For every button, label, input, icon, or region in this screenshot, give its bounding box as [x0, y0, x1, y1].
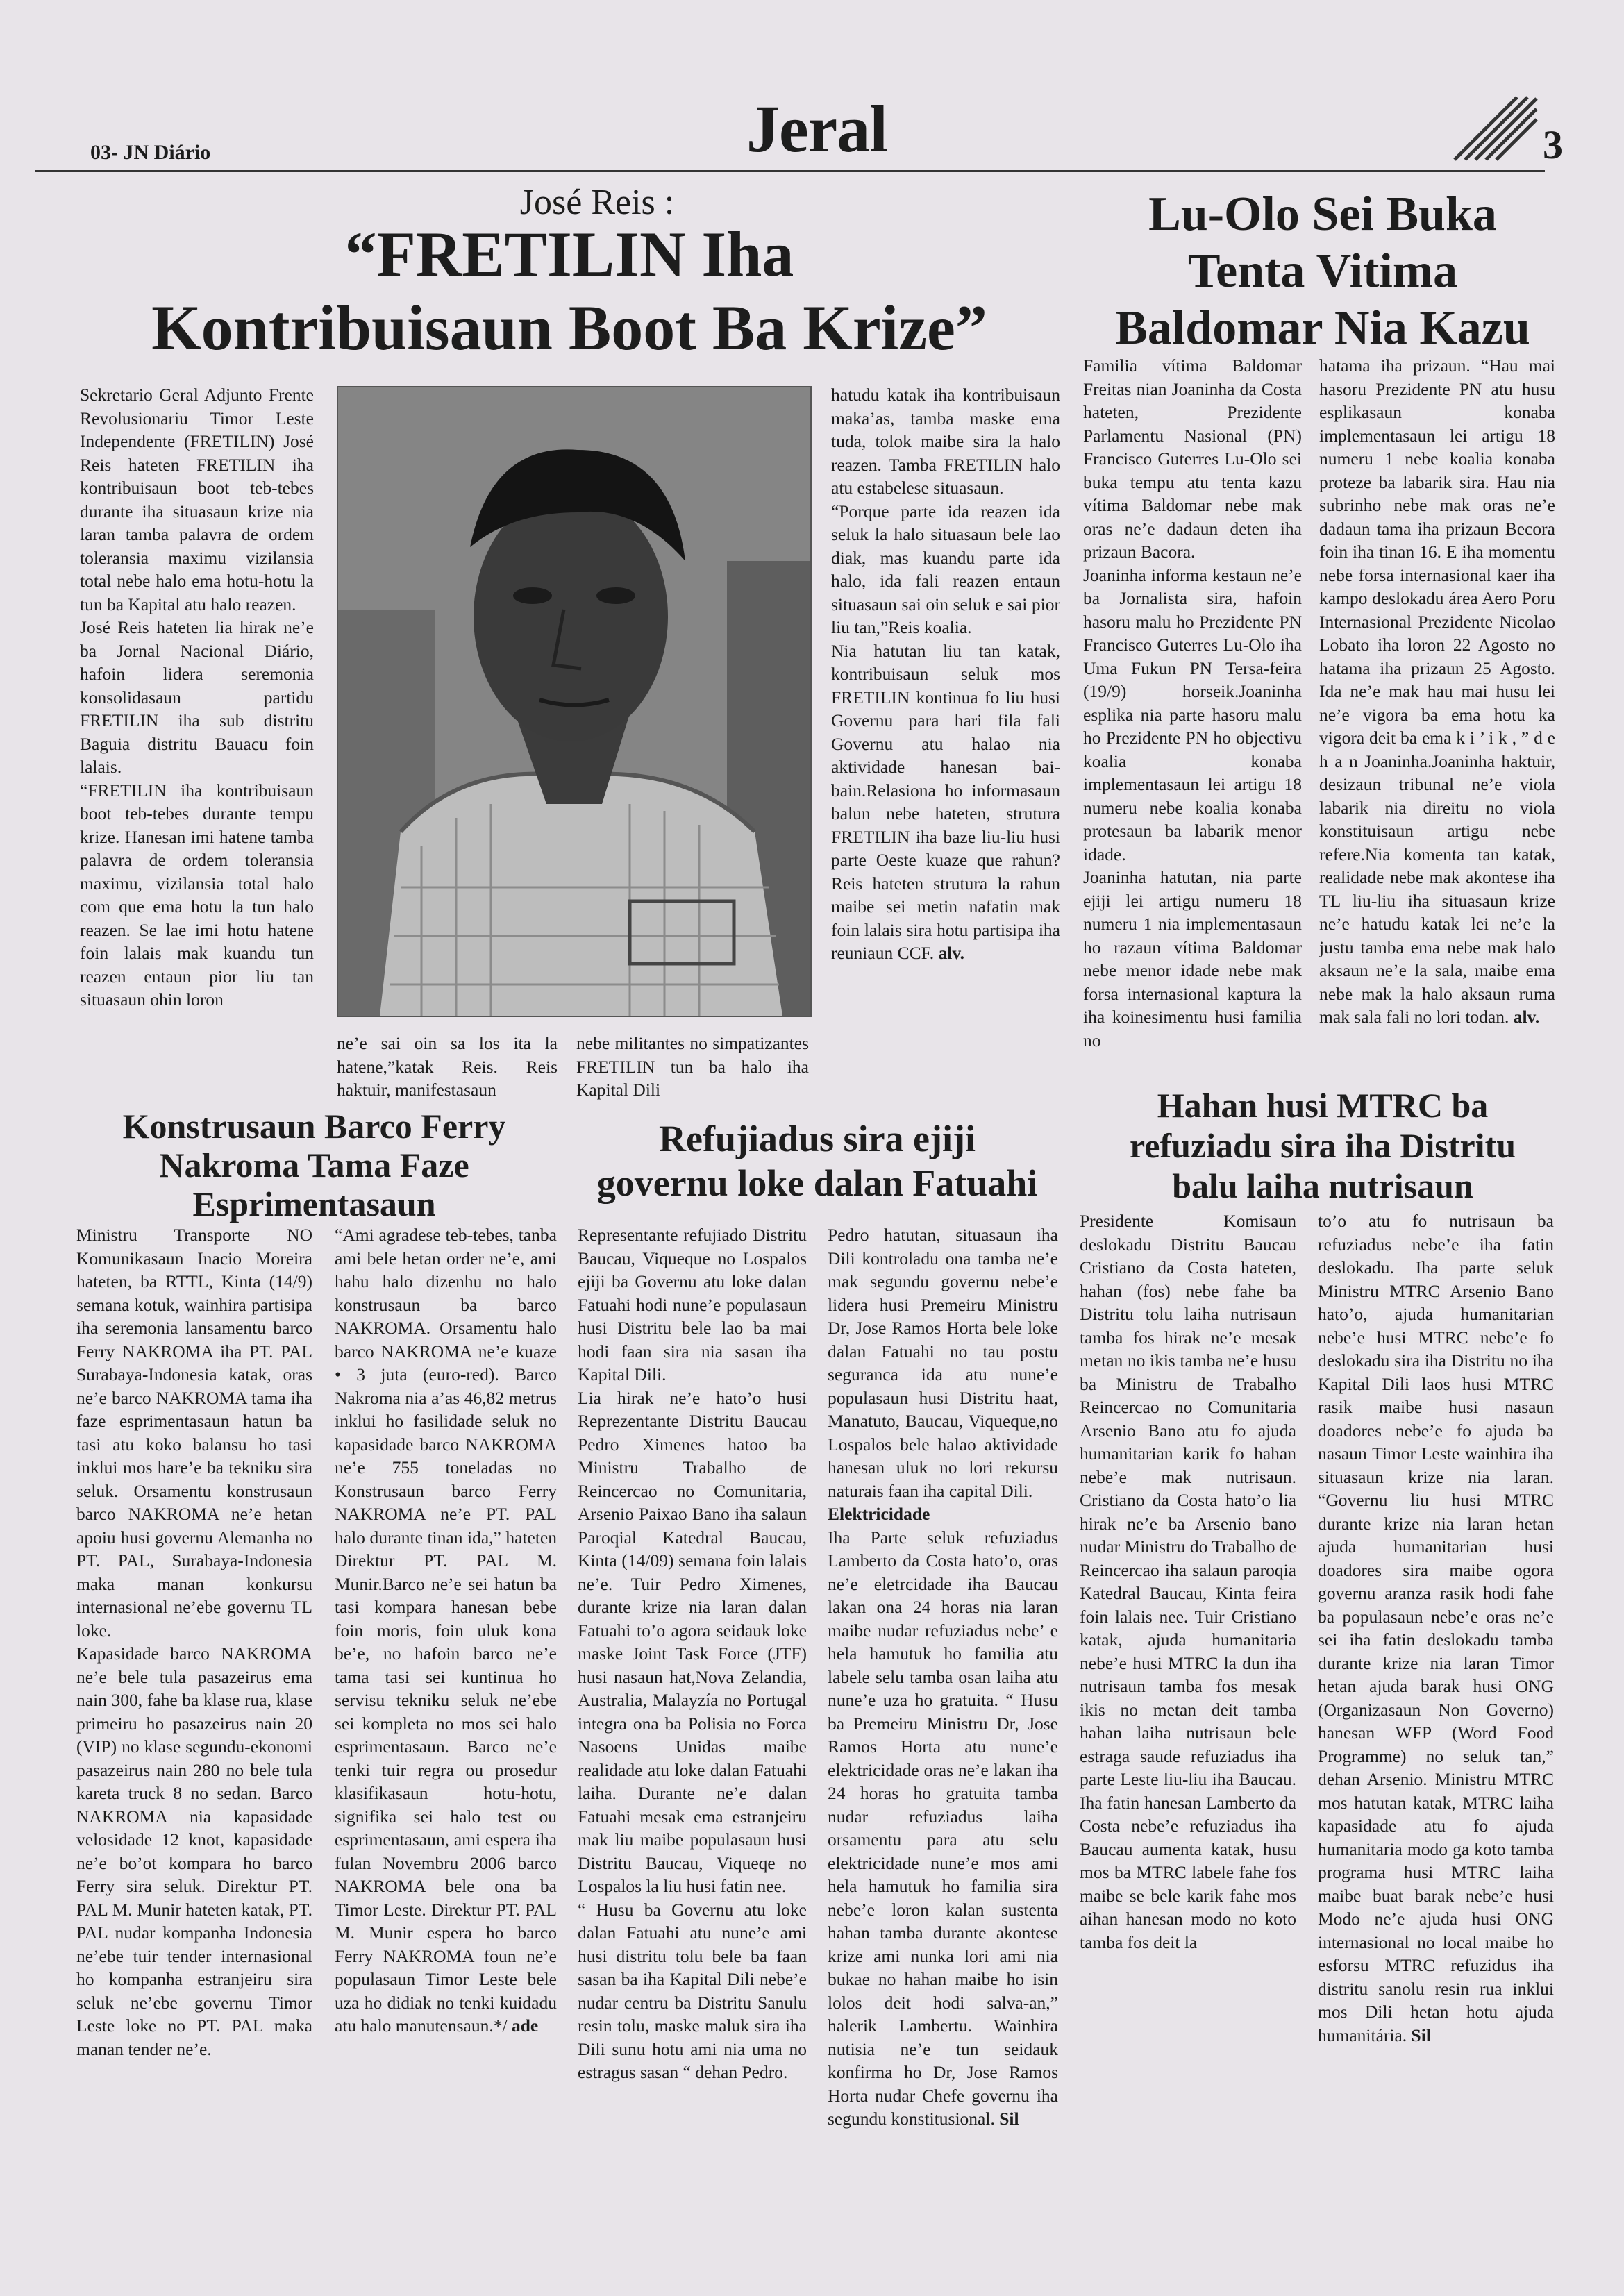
- article1-headline-line2: Kontribuisaun Boot Ba Krize”: [151, 292, 987, 363]
- article1-col4: [831, 383, 1060, 1109]
- article3-paragraph: Kapasidade barco NAKROMA ne’e bele tula pasazeirus ema nain 300, fahe ba klase rua, klase primeiru ho pasazeirus nain 20 (VIP) no klase segundu-ekonomi pasazeirus nain 280 no bele tula kareta truck 8 no sedan. Barco NAKROMA nia kapasidade velosidade 12 knot, kapasidade ne’e bo’ot kompara ho barco Ferry sira seluk. Direktur PT. PAL M. Munir hateten katak, PT. PAL nudar kompanha Indonesia ne’ebe tuir tender internasional ho kompanha estranjeiru sira seluk ne’ebe governu Timor Leste loke no PT. PAL maka manan tender ne’e.: [76, 1643, 312, 2059]
- article3-col2: [335, 1223, 557, 2244]
- article1-paragraph: ne’e sai oin sa los ita la hatene,”katak Reis. Reis haktuir, manifestasaun: [337, 1033, 558, 1100]
- article2-paragraph: Familia vítima Baldomar Freitas nian Joaninha da Costa hateten, Prezidente Parlamentu Nasional (PN) Francisco Guterres Lu-Olo sei buka tempu atu tenta kazu vítima Baldomar nebe mak oras ne’e dadaun deten iha prizaun Bacora.: [1083, 355, 1302, 562]
- article4-headline-line2: governu loke dalan Fatuahi: [596, 1162, 1038, 1204]
- article2-col2: [1319, 354, 1555, 1080]
- article5-signature: Sil: [1411, 2025, 1431, 2045]
- article2-headline-line2: Tenta Vitima: [1187, 244, 1458, 298]
- article2-col1: [1083, 354, 1302, 1080]
- header-rule: [35, 170, 1545, 172]
- article1-headline-line1: “FRETILIN Iha: [344, 219, 794, 290]
- article4-paragraph: Pedro hatutan, situasaun iha Dili kontroladu ona tamba ne’e mak segundu governu nebe’e lidera husi Premeiru Ministru Dr, Jose Ramos Horta bele loke dalan Fatuahi no tau postu seguranca ida atu nune’e populasaun husi Distritu haat, Manatuto, Baucau, Viqueque,no Lospalos bele halao aktividade hanesan uluk no lori rekursu naturais faan iha capital Dili.: [828, 1225, 1058, 1501]
- portrait-photo: [337, 386, 812, 1017]
- article5-paragraph-text: to’o atu fo nutrisaun ba refuziadus nebe’e iha fatin deslokadu. Iha parte seluk Ministru MTRC Arsenio Bano hato’o, ajuda humanitarian nebe’e husi MTRC nebe’e fo deslokadu sira iha Distritu no iha Kapital Dili laos husi MTRC rasik maibe husi nasaun doadores nebe’e fo ajuda ba nasaun Timor Leste wainhira iha situasaun krize nia laran. “Governu liu husi MTRC durante krize nia laran hetan ajuda humanitarian husi doadores sira maibe ogora governu aranza rasik hodi fahe ba populasaun nebe’e oras ne’e sei iha fatin deslokadu tamba durante krize nia laran Timor hetan ajuda barak husi ONG (Organizasaun Non Governo) hanesan WFP (Word Food Programme) no seluk tan,” dehan Arsenio. Ministru MTRC mos hatutan katak, MTRC laiha kapasidade atu fo ajuda humanitaria modo ga koto tamba programa husi MTRC laiha maibe buat barak nebe’e husi Modo ne’e ajuda husi ONG internasional no local maibe ho esforsu MTRC refuzidus iha distritu sanolu resin rua inklui mos Dili hetan hotu ajuda humanitária.: [1318, 1211, 1554, 2045]
- article3-paragraph: [335, 1223, 557, 2038]
- issue-label: 03- JN Diário: [90, 141, 211, 164]
- article4-signature: Sil: [999, 2109, 1019, 2129]
- article2-paragraph: [1319, 354, 1555, 1029]
- article3-paragraph: Ministru Transporte NO Komunikasaun Inacio Moreira hateten, ba RTTL, Kinta (14/9) semana kotuk, wainhira partisipa iha seremonia lansamentu barco Ferry NAKROMA iha PT. PAL Surabaya-Indonesia katak, oras ne’e barco NAKROMA tama iha faze esprimentasaun hatun ba tasi atu koko balansu ho tasi inklui mos hare’e ba tekniku sira seluk. Orsamentu konstrusaun barco NAKROMA ne’e hetan apoiu husi governu Alemanha no PT. PAL, Surabaya-Indonesia maka manan konkursu internasional ne’ebe governu TL loke.: [76, 1225, 312, 1641]
- section-title: Jeral: [746, 92, 887, 166]
- article3-col1: [76, 1223, 312, 2244]
- article4-paragraph: Representante refujiado Distritu Baucau, Viqueque no Lospalos ejiji ba Governu atu loke dalan Fatuahi hodi nune’e populasaun husi Distritu bele lao ba mai hodi faan sira nia sasan iha Kapital Dili.: [578, 1225, 807, 1384]
- article4-paragraph-text: Iha Parte seluk refuziadus Lamberto da Costa hato’o, oras ne’e eletrcidade iha Baucau lakan ona 24 horas nia laran maibe nudar refuziadus nebe’ e hela hamutuk ho familia atu labele selu tamba osan laiha atu nune’e uza ho gratuita. “ Husu ba Premeiru Ministru Dr, Jose Ramos Horta atu nune’e elektricidade oras ne’e lakan iha 24 horas ho gratuita tamba nudar refuziadus laiha orsamentu para atu selu elektricidade nune’e mos ami hela hamutuk ho familia sira nebe’e loron kalan sustenta hahan tamba durante akontese krize ami nunka lori ami nia bukae no hahan maibe ho isin lolos deit hodi salva-an,” halerik Lambertu. Wainhira nutisia ne’e tun seidauk konfirma ho Dr, Jose Ramos Horta nudar Chefe governu iha segundu konstitusional.: [828, 1527, 1058, 2129]
- article3-headline-line3: Esprimentasaun: [192, 1184, 436, 1223]
- portrait-illustration: [338, 387, 810, 1016]
- article1-paragraph: nebe militantes no simpatizantes FRETILIN tun ba halo iha Kapital Dili: [576, 1033, 809, 1100]
- article4-paragraph: Lia hirak ne’e hato’o husi Reprezentante Distritu Baucau Pedro Ximenes hatoo ba Ministru Trabalho de Reincercao no Comunitaria, Arsenio Paixao Bano iha salaun Paroqial Katedral Baucau, Kinta (14/09) semana foin lalais ne’e. Tuir Pedro Ximenes, durante krize nia laran dalan Fatuahi to’o agora seidauk loke maske Joint Task Force (JTF) husi nasaun hat,Nova Zelandia, Australia, Malayzía no Portugal integra ona ba Polisia no Forca Nasoens Unidas maibe realidade atu loke dalan Fatuahi laiha. Durante ne’e dalan Fatuahi mesak ema estranjeiru mak liu maibe populasaun husi Distritu Baucau, Viqueqe no Lospalos la liu husi fatin nee.: [578, 1387, 807, 1896]
- article1-paragraph: Sekretario Geral Adjunto Frente Revolusionariu Timor Leste Independente (FRETILIN) José Reis hateten FRETILIN iha kontribuisaun boot teb-tebes durante iha situasaun krize nia laran tamba palavra de ordem toleransia maximu vizilansia total nebe halo ema hotu-hotu la tun ba Kapital atu halo reazen.: [80, 385, 314, 614]
- article2-signature: alv.: [1513, 1007, 1540, 1027]
- article5-paragraph: [1318, 1209, 1554, 2047]
- article1-col1: [80, 383, 314, 1105]
- article1-signature: alv.: [938, 943, 965, 963]
- article1-paragraph: hatudu katak iha kontribuisaun maka’as, tamba maske ema tuda, tolok maibe sira la halo reazen. Tamba FRETILIN halo atu estabelese situasaun.: [831, 385, 1060, 498]
- article2-paragraph-text: hatama iha prizaun. “Hau mai hasoru Prezidente PN atu husu esplikasaun konaba implementasaun lei artigu 18 numeru 1 nebe koalia konaba proteze ba labarik sira. Hau nia subrinho nebe mak oras ne’e dadaun tama iha prizaun Becora foin iha tinan 16. E iha momentu nebe forsa internasional kaer iha kampo deslokadu área Aero Poru Internasional Prezidente Nicolao Lobato iha loron 22 Agosto no hatama iha prizaun 25 Agosto. Ida ne’e mak hau mai husu lei ne’e vigora ba ema hotu ka vigora deit ba ema k i ’ i k , ” d e h a n Joaninha.Joaninha haktuir, desizaun tribunal ne’e viola labarik nia direitu no viola konstituisaun artigu nebe refere.Nia komenta tan katak, realidade nebe mak akontese iha TL liu-liu iha situasaun krize ne’e hatudu katak lei ne’e la justu tamba ema nebe mak halo aksaun ne’e la sala, maibe ema nebe mak la halo aksaun ruma mak sala fali no lori todan.: [1319, 355, 1555, 1027]
- article1-paragraph-text: Nia hatutan liu tan katak, kontribuisaun seluk mos FRETILIN kontinua fo liu husi Governu para hari fila fali Governu atu halao nia aktividade hanesan bai-bain.Relasiona ho informasaun balun nebe hateten, strutura FRETILIN iha baze liu-liu husi parte Oeste kuaze que rahun? Reis hateten strutura la rahun maibe sei metin nafatin mak foin lalais sira hotu partisipa iha reuniaun CCF.: [831, 640, 1060, 963]
- article5-col2: [1318, 1209, 1554, 2244]
- article4-headline-line1: Refujiadus sira ejiji: [659, 1118, 976, 1159]
- article4-col2: [828, 1223, 1058, 2244]
- article3-signature: ade: [511, 2016, 539, 2036]
- article2-paragraph: Joaninha informa kestaun ne’e ba Jornalista sira, hafoin hasoru malu ho Prezidente PN Francisco Guterres Lu-Olo iha Uma Fukun PN Tersa-feira (19/9) horseik.Joaninha esplika nia parte hasoru malu ho Prezidente PN ho objectivu koalia konaba implementasaun lei artigu 18 numeru nebe koalia konaba protesaun ba labarik menor idade.: [1083, 564, 1302, 864]
- page-number: 3: [1543, 122, 1563, 167]
- article5-headline-line2: refuziadu sira iha Distritu: [1129, 1126, 1516, 1165]
- article1-paragraph: “FRETILIN iha kontribuisaun boot teb-tebes durante tempu krize. Hanesan imi hatene tamba palavra de ordem toleransia maximu, vizilansia total halo com que ema hotu la tun halo reazen. Se lae imi hotu hatene foin lalais mak kuandu tun reazen entaun pior liu tan situasaun ohin loron: [80, 780, 314, 1009]
- article5-headline-line3: balu laiha nutrisaun: [1172, 1166, 1473, 1205]
- article1-paragraph: José Reis hateten lia hirak ne’e ba Jornal Nacional Diário, hafoin lidera seremonia konsolidasaun partidu FRETILIN iha sub distritu Baguia distritu Bauacu foin lalais.: [80, 617, 314, 777]
- article1-kicker: José Reis :: [519, 183, 675, 222]
- article4-paragraph: [828, 1526, 1058, 2131]
- stripes-decoration: [1448, 90, 1538, 167]
- article3-headline-line1: Konstrusaun Barco Ferry: [122, 1107, 506, 1146]
- article4-subhead: Elektricidade: [828, 1504, 930, 1524]
- article2-paragraph: Joaninha hatutan, nia parte ejiji lei artigu numeru 18 numeru 1 nia implementasaun ho razaun vítima Baldomar nebe menor idade nebe mak forsa internasional kaptura la iha koinesimentu husi familia no: [1083, 867, 1302, 1050]
- article5-paragraph: Presidente Komisaun deslokadu Distritu Baucau Cristiano da Costa hateten, hahan (fos) nebe fahe ba Distritu tolu laiha nutrisaun tamba fos hirak ne’e mesak metan no ikis tamba ne’e husu ba Ministru de Trabalho Reincercao no Comunitaria Arsenio Bano atu fo ajuda humanitarian karik fo hahan nebe’e mak nutrisaun. Cristiano da Costa hato’o lia hirak ne’e ba Arsenio bano nudar Ministru do Trabalho de Reincercao iha salaun paroqia Katedral Baucau, Kinta feira foin lalais nee. Tuir Cristiano katak, ajuda humanitaria nebe’e husi MTRC la dun iha nutrisaun tamba fos mesak ikis no metan deit tamba hahan laiha nutrisaun bele estraga saude refuziadus iha parte Leste liu-liu iha Baucau. Iha fatin hanesan Lamberto da Costa nebe’e refuziadus iha Baucau aumenta katak, husu mos ba MTRC labele fahe fos maibe se bele karik fahe mos aihan hanesan modo no koto tamba fos deit la: [1080, 1211, 1296, 1952]
- article1-col2: [337, 1032, 558, 1108]
- article1-paragraph: [831, 639, 1060, 965]
- article1-paragraph: “Porque parte ida reazen ida seluk la halo situasaun bele lao diak, mas kuandu parte ida halo, ida fali reazen entaun situasaun sai oin seluk e sai pior liu tan,”Reis koalia.: [831, 501, 1060, 637]
- article1-col3: [576, 1032, 809, 1108]
- article2-headline-line1: Lu-Olo Sei Buka: [1148, 187, 1497, 241]
- article3-headline-line2: Nakroma Tama Faze: [159, 1146, 469, 1184]
- article3-paragraph-text: “Ami agradese teb-tebes, tanba ami bele hetan order ne’e, ami hahu halo dizenhu no halo konstrusaun ba barco NAKROMA. Orsamentu halo barco NAKROMA ne’e kuaze • 3 juta (euro-red). Barco Nakroma nia a’as 46,82 metrus inklui ho fasilidade seluk no kapasidade barco NAKROMA ne’e 755 toneladas no Konstrusaun barco Ferry NAKROMA ne’e PT. PAL halo durante tinan ida,” hateten Direktur PT. PAL M. Munir.Barco ne’e sei hatun ba tasi kompara hanesan bebe foin moris, foin uluk kona be’e, no hafoin barco ne’e tama tasi sei kuntinua ho servisu tekniku seluk ne’ebe sei kompleta no mos sei halo esprimentasaun. Barco ne’e tenki tuir regra ou prosedur klasifikasaun hotu-hotu, signifika sei halo test ou esprimentasaun, ami espera iha fulan Novembru 2006 barco NAKROMA bele ona ba Timor Leste. Direktur PT. PAL M. Munir espera ho barco Ferry NAKROMA foun ne’e populasaun Timor Leste bele uza ho didiak no tenki kuidadu atu halo manutensaun.*/: [335, 1225, 557, 2036]
- article5-headline-line1: Hahan husi MTRC ba: [1157, 1086, 1489, 1125]
- article4-col1: [578, 1223, 807, 2244]
- article2-headline-line3: Baldomar Nia Kazu: [1115, 301, 1530, 355]
- article4-paragraph: “ Husu ba Governu atu loke dalan Fatuahi atu nune’e ami husi distritu tolu bele ba faan sasan ba iha Kapital Dili nebe’e nudar centru ba Distritu Sanulu resin tolu, maske maluk sira iha Dili sunu hotu ami nia uma no estragus sasan “ dehan Pedro.: [578, 1899, 807, 2082]
- article5-col1: [1080, 1209, 1296, 2244]
